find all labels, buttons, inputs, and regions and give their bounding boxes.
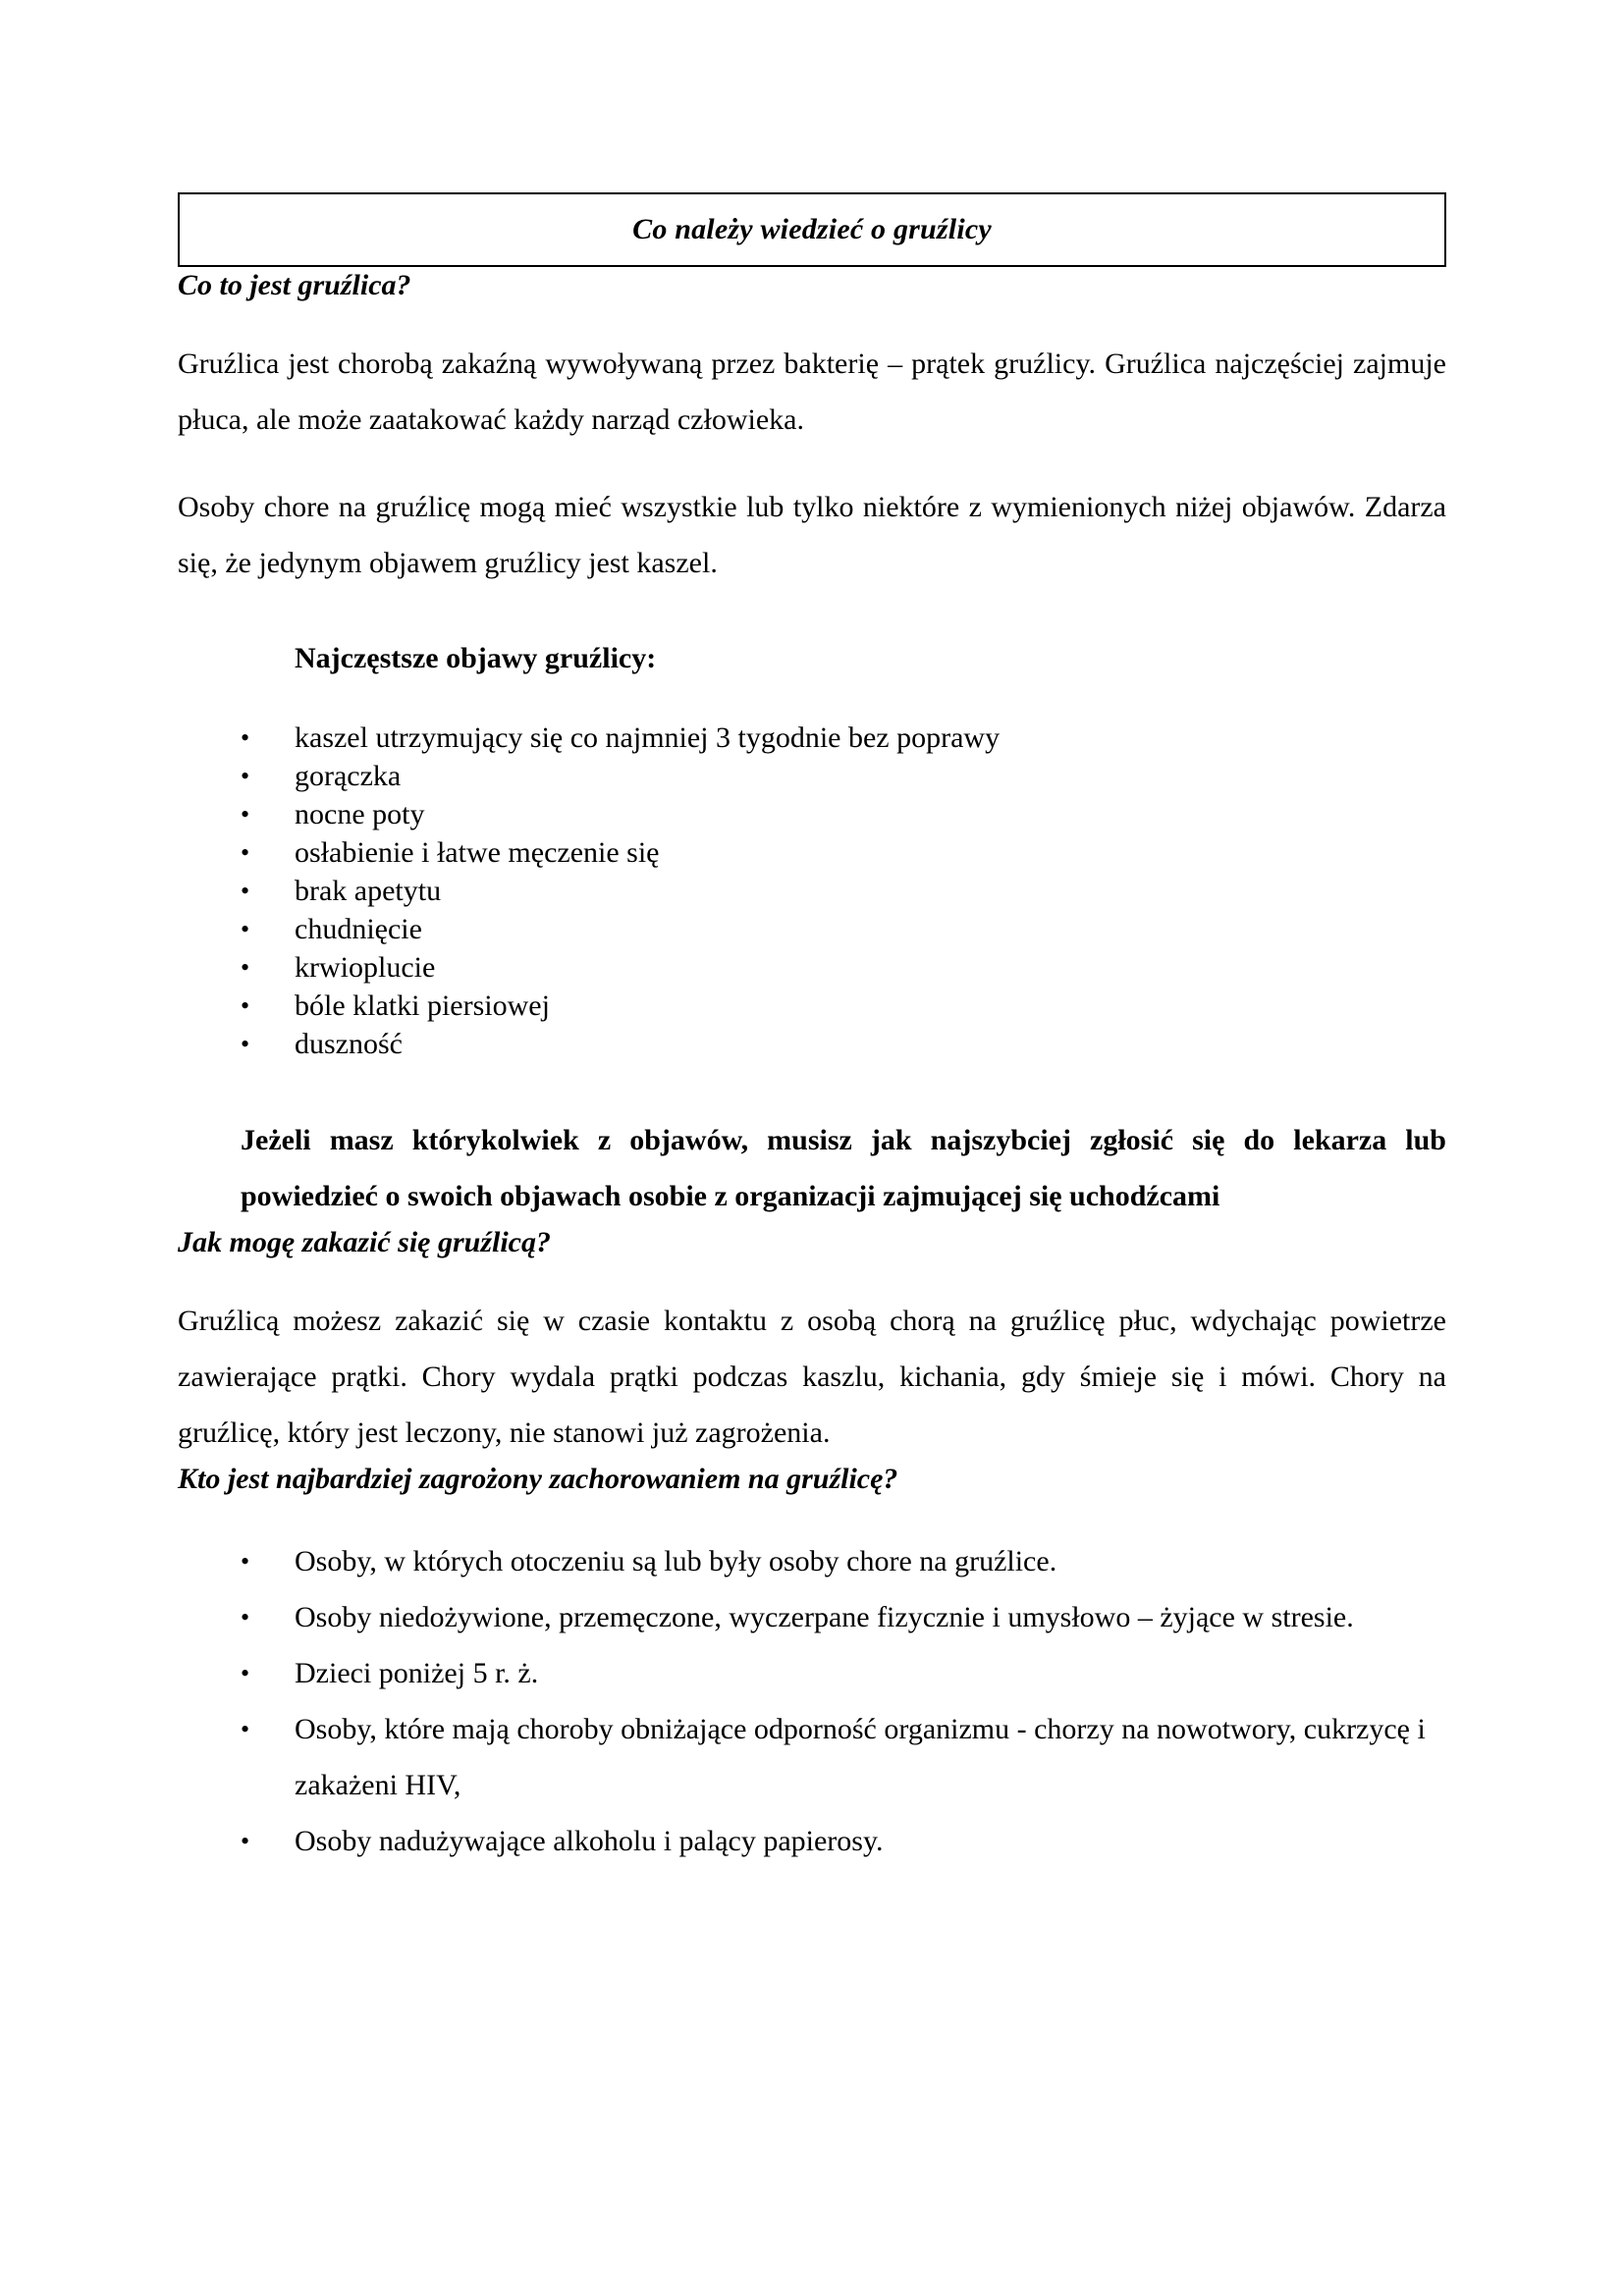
list-item-text: duszność (295, 1028, 403, 1060)
bullet-icon: • (241, 838, 250, 867)
list-item-text: osłabienie i łatwe męczenie się (295, 836, 660, 869)
list-item-text: chudnięcie (295, 913, 422, 945)
list-item-text: Osoby niedożywione, przemęczone, wyczerpane fizycznie i umysłowo – żyjące w stresie. (295, 1601, 1354, 1633)
symptom-list (178, 719, 1446, 1063)
bullet-icon: • (241, 723, 250, 752)
paragraph-infection-route: Gruźlicą możesz zakazić się w czasie kontaktu z osobą chorą na gruźlicę płuc, wdychając powietrze zawierające prątki. Chory wydala prątki podczas kaszlu, kichania, gdy śmieje się i mówi. Chory na gruźlicę, który jest leczony, nie stanowi już zagrożenia. (178, 1305, 1446, 1449)
list-item-text: brak apetytu (295, 875, 442, 907)
list-item (178, 987, 1446, 1025)
bullet-icon: • (241, 1030, 250, 1058)
list-item (178, 1645, 1446, 1701)
bullet-icon: • (241, 877, 250, 905)
list-item-text: krwioplucie (295, 951, 436, 984)
list-item (178, 1813, 1446, 1869)
list-item (178, 1533, 1446, 1589)
list-item-text: gorączka (295, 760, 402, 792)
list-item-text: kaszel utrzymujący się co najmniej 3 tygodnie bez poprawy (295, 721, 1001, 754)
bullet-icon: • (241, 762, 250, 790)
list-item (178, 948, 1446, 987)
bullet-icon: • (241, 1659, 250, 1687)
heading-risk-groups: Kto jest najbardziej zagrożony zachorowaniem na gruźlicę? (178, 1463, 898, 1495)
paragraph-tb-definition: Gruźlica jest chorobą zakaźną wywoływaną przez bakterię – prątek gruźlicy. Gruźlica najczęściej zajmuje płuca, ale może zaatakować każdy narząd człowieka. (178, 347, 1446, 436)
list-item-text: Osoby nadużywające alkoholu i palący papierosy. (295, 1825, 884, 1857)
paragraph-warning-see-doctor: Jeżeli masz którykolwiek z objawów, musisz jak najszybciej zgłosić się do lekarza lub powiedzieć o swoich objawach osobie z organizacji zajmującej się uchodźcami (241, 1124, 1446, 1212)
bullet-icon: • (241, 915, 250, 943)
list-item (178, 757, 1446, 795)
title-box (178, 192, 1446, 267)
list-item (178, 1701, 1446, 1813)
bullet-icon: • (241, 800, 250, 828)
list-item-text: nocne poty (295, 798, 425, 830)
list-item-text: bóle klatki piersiowej (295, 989, 550, 1022)
risk-group-list (178, 1533, 1446, 1869)
list-item-text: Dzieci poniżej 5 r. ż. (295, 1657, 539, 1689)
bullet-icon: • (241, 1547, 250, 1575)
bullet-icon: • (241, 991, 250, 1020)
bullet-icon: • (241, 1827, 250, 1855)
list-item-text: Osoby, które mają choroby obniżające odporność organizmu - chorzy na nowotwory, cukrzycę i zakażeni HIV, (295, 1713, 1426, 1801)
list-item (178, 719, 1446, 757)
list-item (178, 833, 1446, 872)
list-item-text: Osoby, w których otoczeniu są lub były osoby chore na gruźlice. (295, 1545, 1057, 1577)
list-item (178, 872, 1446, 910)
heading-symptom-list: Najczęstsze objawy gruźlicy: (295, 642, 657, 674)
heading-how-infected: Jak mogę zakazić się gruźlicą? (178, 1226, 551, 1258)
bullet-icon: • (241, 953, 250, 982)
bullet-icon: • (241, 1603, 250, 1631)
list-item (178, 1025, 1446, 1063)
list-item (178, 795, 1446, 833)
list-item (178, 1589, 1446, 1645)
heading-what-is-tb: Co to jest gruźlica? (178, 269, 411, 301)
page-title: Co należy wiedzieć o gruźlicy (632, 213, 992, 245)
bullet-icon: • (241, 1715, 250, 1743)
paragraph-tb-symptoms-intro: Osoby chore na gruźlicę mogą mieć wszystkie lub tylko niektóre z wymienionych niżej objawów. Zdarza się, że jedynym objawem gruźlicy jest kaszel. (178, 491, 1446, 579)
page-content (178, 192, 1446, 1869)
list-item (178, 910, 1446, 948)
